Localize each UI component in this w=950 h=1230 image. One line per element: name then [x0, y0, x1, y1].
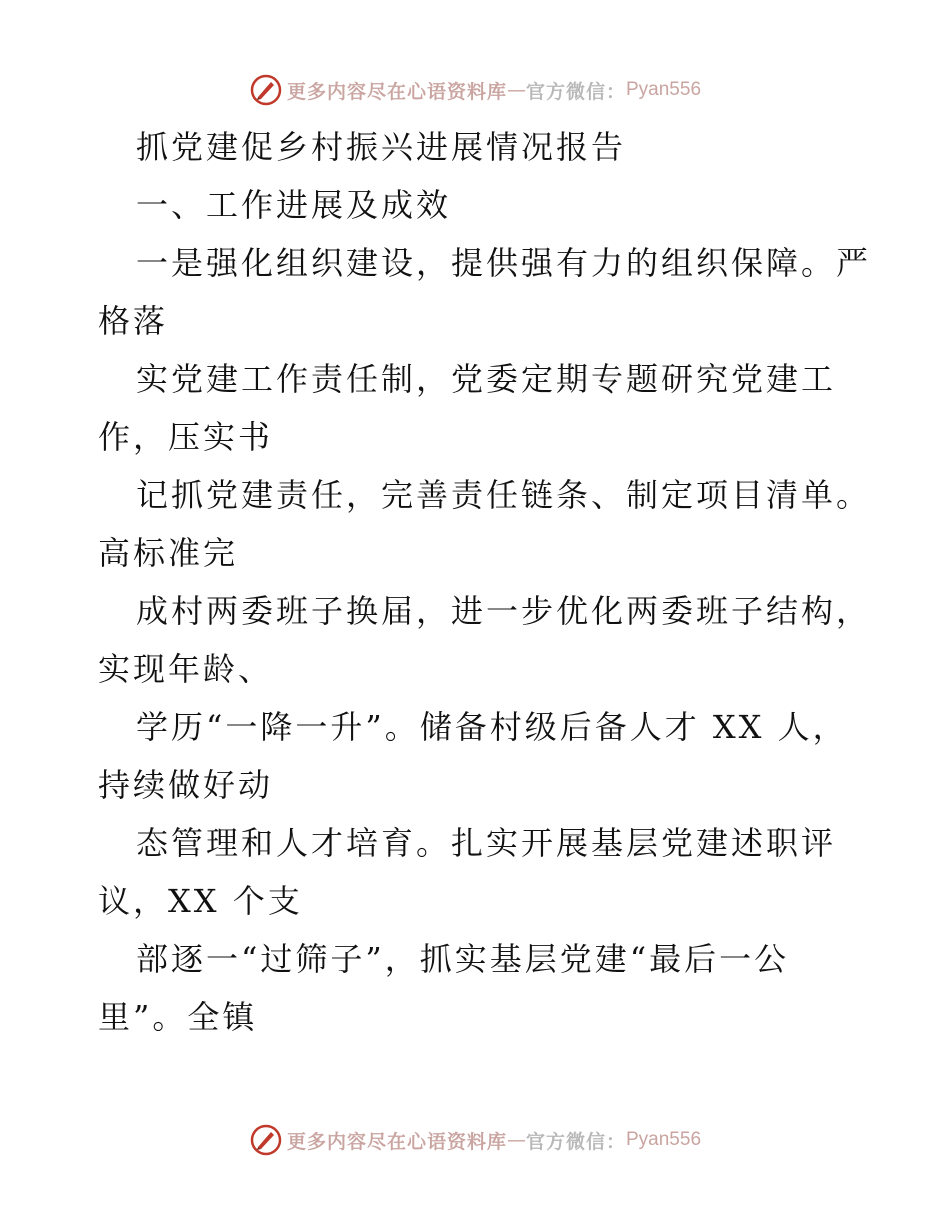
watermark-dash: — [506, 1129, 526, 1151]
document-body [98, 118, 872, 1046]
paragraph-line: 一是强化组织建设，提供强有力的组织保障。严 [136, 244, 872, 282]
paragraph-line: 格落 [98, 302, 169, 340]
document-title: 抓党建促乡村振兴进展情况报告 [136, 128, 627, 166]
watermark-label: 官方微信： [525, 1130, 626, 1153]
paragraph-line: 里”。全镇 [98, 998, 258, 1036]
brand-logo-icon [249, 73, 283, 107]
footer-watermark [0, 1120, 950, 1160]
paragraph-line: 态管理和人才培育。扎实开展基层党建述职评 [136, 824, 837, 862]
paragraph-line: 实党建工作责任制，党委定期专题研究党建工 [136, 360, 837, 398]
watermark-dash: — [506, 79, 526, 101]
brand-logo-icon [249, 1123, 283, 1157]
paragraph-line: 成村两委班子换届，进一步优化两委班子结构， [136, 592, 872, 630]
paragraph-line: 议，XX 个支 [98, 882, 303, 920]
watermark-brand: 更多内容尽在心语资料库 [286, 1130, 507, 1153]
watermark-label: 官方微信： [525, 80, 626, 103]
section-heading: 一、工作进展及成效 [136, 186, 452, 224]
header-watermark [0, 70, 950, 110]
paragraph-line: 高标准完 [98, 534, 239, 572]
paragraph-line: 作，压实书 [98, 418, 274, 456]
paragraph-line: 记抓党建责任，完善责任链条、制定项目清单。 [136, 476, 872, 514]
watermark-account: Pyan556 [626, 79, 702, 100]
watermark-account: Pyan556 [626, 1129, 702, 1150]
watermark-brand: 更多内容尽在心语资料库 [286, 80, 507, 103]
paragraph-line: 学历“一降一升”。储备村级后备人才 XX 人， [136, 708, 848, 746]
paragraph-line: 实现年龄、 [98, 650, 274, 688]
paragraph-line: 部逐一“过筛子”，抓实基层党建“最后一公 [136, 940, 790, 978]
paragraph-line: 持续做好动 [98, 766, 274, 804]
